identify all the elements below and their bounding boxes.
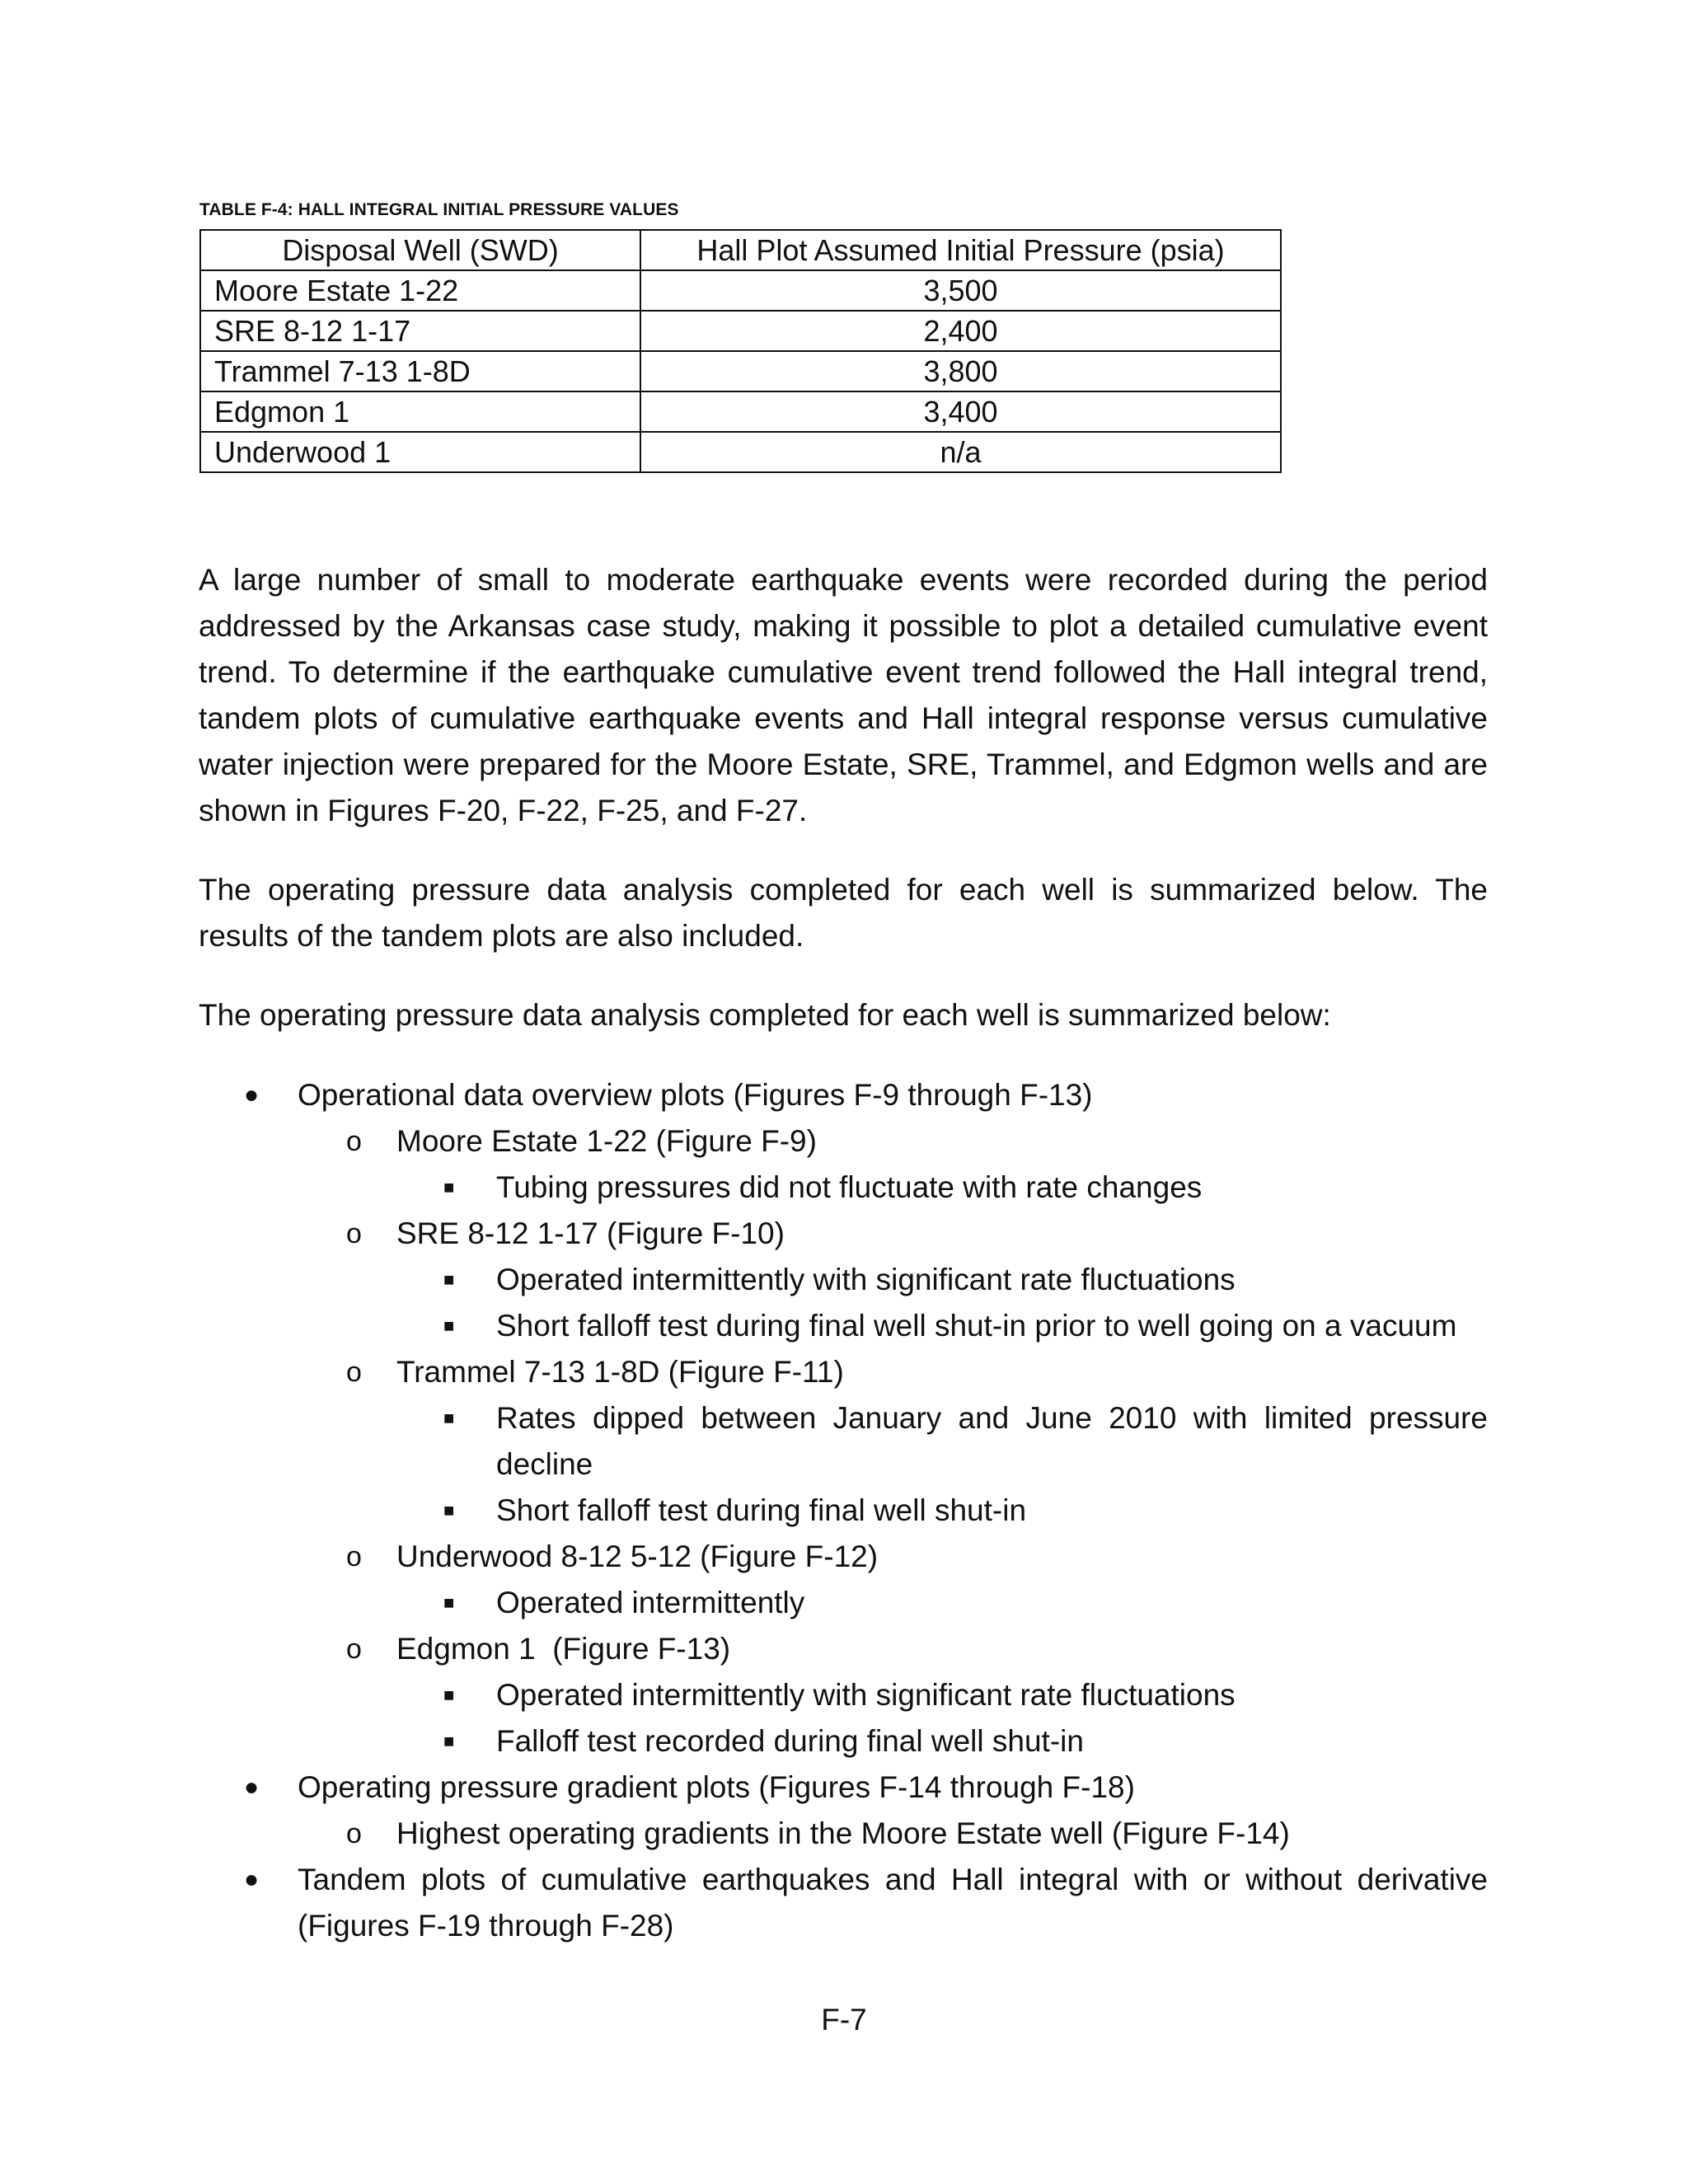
list-item: [0, 1211, 1688, 1257]
paragraph-analysis-intro: The operating pressure data analysis completed for each well is summarized below:: [199, 998, 1331, 1032]
summary-list: [0, 1072, 1688, 1949]
list-item-text: Tandem plots of cumulative earthquakes and Hall integral with or without derivative (Figures F-19 through F-28): [298, 1863, 1488, 1943]
header-disposal-well: Disposal Well (SWD): [200, 230, 640, 270]
well-name-cell: Moore Estate 1-22: [200, 270, 640, 311]
well-name-cell: Edgmon 1: [200, 391, 640, 432]
list-item-text: Highest operating gradients in the Moore Estate well (Figure F-14): [396, 1816, 1290, 1850]
paragraph-earthquake-events: A large number of small to moderate earthquake events were recorded during the period addressed by the Arkansas case study, making it possible to plot a detailed cumulative event trend. To determine if the earthquake cumulative event trend followed the Hall integral trend, tandem plots of cumulative earthquake events and Hall integral response versus cumulative water injection were prepared for the Moore Estate, SRE, Trammel, and Edgmon wells and are shown in Figures F-20, F-22, F-25, and F-27.: [199, 563, 1488, 827]
list-item-text: Rates dipped between January and June 2010 with limited pressure decline: [496, 1401, 1488, 1481]
list-item-text: Short falloff test during final well shut-in prior to well going on a vacuum: [496, 1309, 1457, 1343]
table-row: [200, 311, 1281, 351]
list-item: [0, 1718, 1688, 1765]
bullet-square-icon: ■: [443, 1592, 455, 1613]
list-item-text: Operated intermittently: [496, 1586, 805, 1619]
list-item: [0, 1811, 1688, 1857]
list-item-text: Falloff test recorded during final well shut-in: [496, 1724, 1084, 1758]
list-item: [0, 1857, 1688, 1949]
list-item-text: SRE 8-12 1-17 (Figure F-10): [396, 1216, 785, 1250]
list-item: [0, 1303, 1688, 1349]
list-item: [0, 1488, 1688, 1534]
bullet-square-icon: ■: [443, 1269, 455, 1290]
list-item: [0, 1118, 1688, 1165]
list-item-text: Trammel 7-13 1-8D (Figure F-11): [396, 1355, 844, 1389]
bullet-dot-icon: ●: [244, 1866, 260, 1893]
table-row: [200, 391, 1281, 432]
bullet-square-icon: ■: [443, 1177, 455, 1197]
well-name-cell: Trammel 7-13 1-8D: [200, 351, 640, 391]
bullet-square-icon: ■: [443, 1731, 455, 1751]
bullet-circle-icon: o: [346, 1818, 362, 1849]
list-item-text: Operational data overview plots (Figures F-9 through F-13): [298, 1078, 1093, 1112]
bullet-circle-icon: o: [346, 1357, 362, 1388]
list-item-text: Edgmon 1 (Figure F-13): [396, 1632, 731, 1666]
list-item: [0, 1580, 1688, 1626]
list-item: [0, 1349, 1688, 1395]
bullet-circle-icon: o: [346, 1633, 362, 1665]
pressure-cell: 3,800: [640, 351, 1281, 391]
table-row: [200, 351, 1281, 391]
bullet-circle-icon: o: [346, 1541, 362, 1572]
bullet-square-icon: ■: [443, 1685, 455, 1705]
bullet-circle-icon: o: [346, 1126, 362, 1157]
list-item: [0, 1072, 1688, 1118]
pressure-cell: 3,500: [640, 270, 1281, 311]
pressure-cell: n/a: [640, 432, 1281, 472]
list-item-text: Operated intermittently with significant rate fluctuations: [496, 1678, 1236, 1712]
list-item: [0, 1395, 1688, 1488]
list-item: [0, 1534, 1688, 1580]
list-item-text: Operating pressure gradient plots (Figures F-14 through F-18): [298, 1770, 1135, 1804]
table-caption: TABLE F-4: HALL INTEGRAL INITIAL PRESSURE VALUES: [199, 200, 679, 219]
header-initial-pressure: Hall Plot Assumed Initial Pressure (psia): [640, 230, 1281, 270]
list-item-text: Moore Estate 1-22 (Figure F-9): [396, 1124, 817, 1158]
list-item-text: Short falloff test during final well shut-in: [496, 1493, 1027, 1527]
list-item: [0, 1626, 1688, 1672]
list-item: [0, 1165, 1688, 1211]
well-name-cell: SRE 8-12 1-17: [200, 311, 640, 351]
pressure-table: [199, 229, 1282, 473]
list-item: [0, 1765, 1688, 1811]
table-header-row: [200, 230, 1281, 270]
bullet-square-icon: ■: [443, 1500, 455, 1521]
bullet-dot-icon: ●: [244, 1081, 260, 1108]
list-item-text: Tubing pressures did not fluctuate with rate changes: [496, 1170, 1203, 1204]
table-row: [200, 270, 1281, 311]
bullet-square-icon: ■: [443, 1408, 455, 1428]
page-number: F-7: [821, 2003, 867, 2036]
paragraph-analysis-summary: The operating pressure data analysis completed for each well is summarized below. The results of the tandem plots are also included.: [199, 873, 1488, 953]
bullet-square-icon: ■: [443, 1315, 455, 1336]
pressure-cell: 3,400: [640, 391, 1281, 432]
bullet-circle-icon: o: [346, 1218, 362, 1249]
table-row: [200, 432, 1281, 472]
list-item-text: Underwood 8-12 5-12 (Figure F-12): [396, 1540, 879, 1573]
bullet-dot-icon: ●: [244, 1774, 260, 1801]
pressure-cell: 2,400: [640, 311, 1281, 351]
list-item: [0, 1672, 1688, 1718]
well-name-cell: Underwood 1: [200, 432, 640, 472]
list-item-text: Operated intermittently with significant rate fluctuations: [496, 1263, 1236, 1296]
list-item: [0, 1257, 1688, 1303]
